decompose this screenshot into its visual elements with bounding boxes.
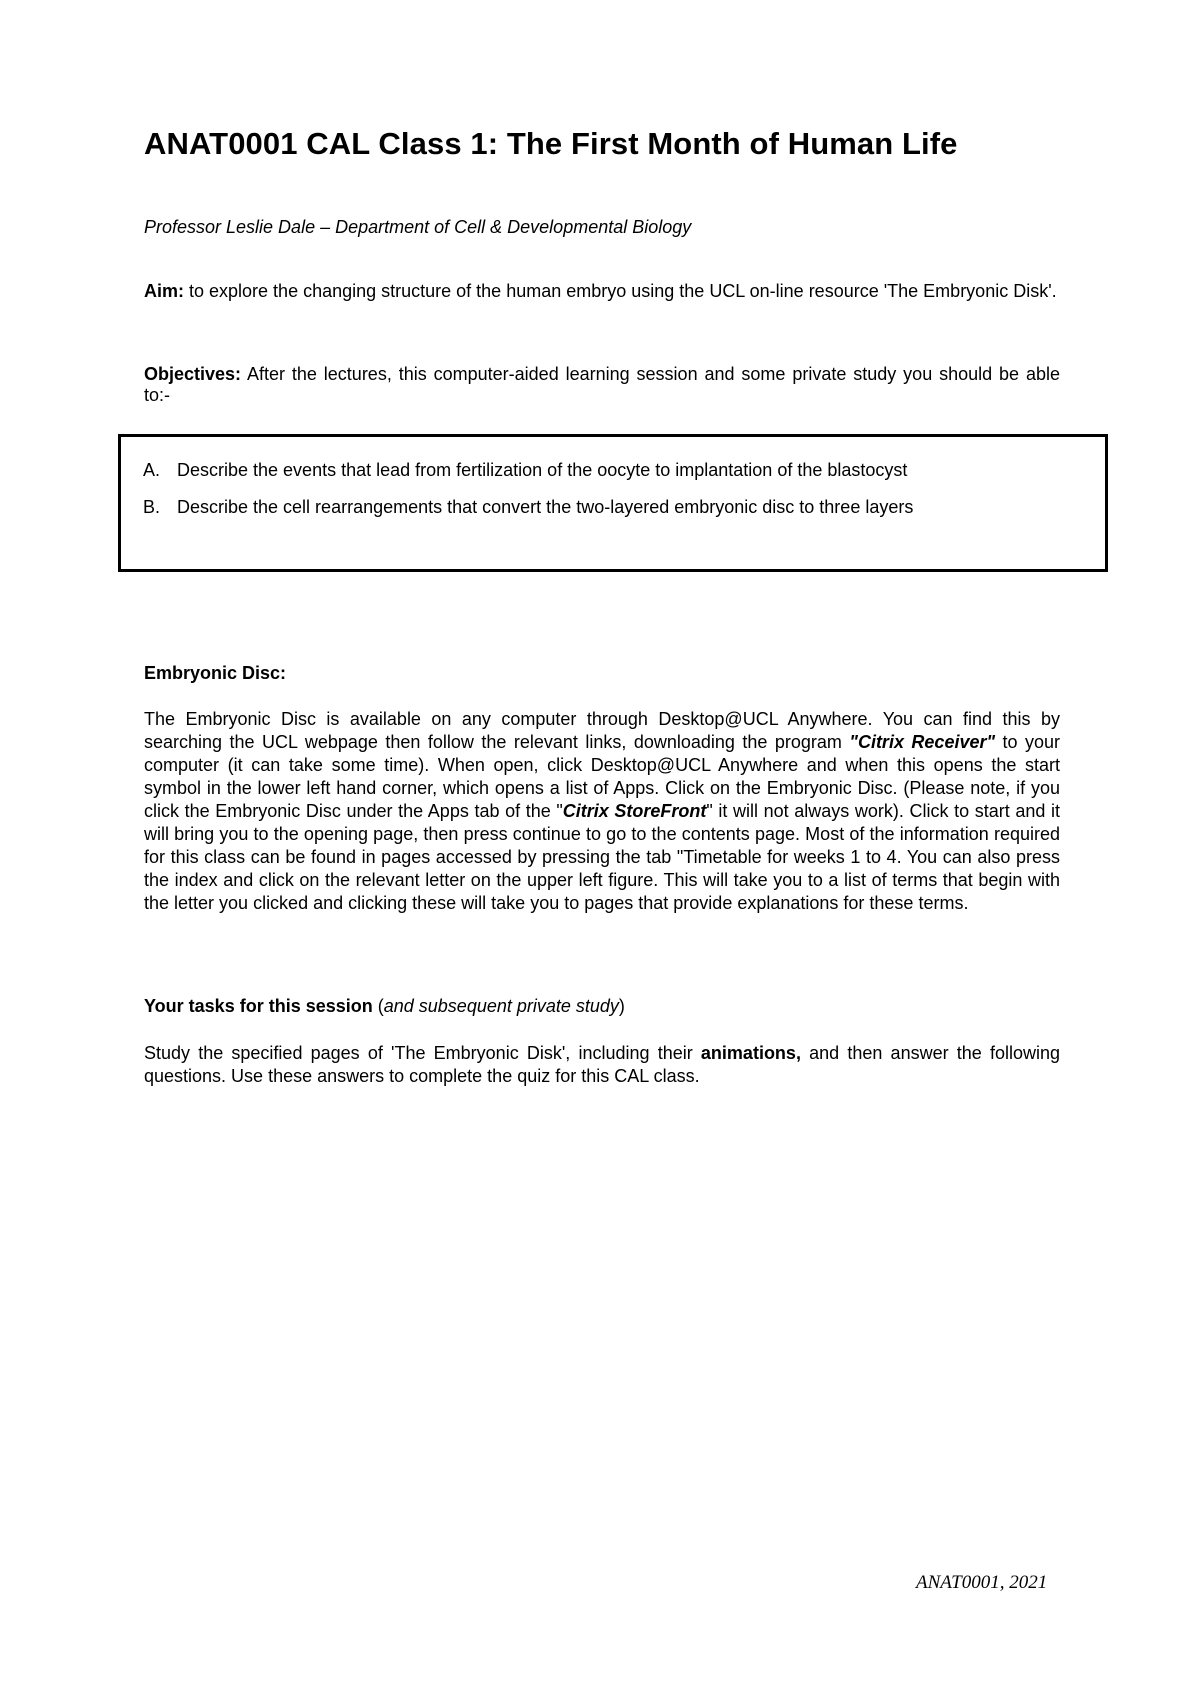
objective-letter: B. xyxy=(143,497,161,517)
objective-item xyxy=(143,496,913,518)
tasks-heading-close: ) xyxy=(618,996,625,1016)
objective-item xyxy=(143,459,913,481)
embryonic-disc-heading: Embryonic Disc: xyxy=(144,663,287,683)
objectives-paragraph xyxy=(144,364,1060,406)
tasks-heading-italic: and subsequent private study xyxy=(383,996,619,1016)
author-line: Professor Leslie Dale – Department of Cell & Developmental Biology xyxy=(144,217,692,237)
tasks-heading-open: ( xyxy=(372,996,384,1016)
embryonic-disc-paragraph xyxy=(144,708,1060,915)
aim-label: Aim: xyxy=(144,281,184,301)
citrix-storefront-term: Citrix StoreFront xyxy=(562,801,707,821)
aim-text: to explore the changing structure of the human embryo using the UCL on-line resource 'The Embryonic Disk'. xyxy=(184,281,1057,301)
tasks-text-2: and then answer the following questions. Use these answers to complete the quiz for this CAL class. xyxy=(144,1043,1060,1086)
tasks-heading-bold: Your tasks for this session xyxy=(144,996,373,1016)
objective-letter: A. xyxy=(143,460,161,480)
citrix-receiver-term: "Citrix Receiver" xyxy=(849,732,996,752)
animations-term: animations, xyxy=(700,1043,801,1063)
objectives-box xyxy=(118,434,1108,572)
objectives-list xyxy=(143,459,913,533)
objectives-text: After the lectures, this computer-aided learning session and some private study you should be able to:- xyxy=(144,364,1060,405)
aim-paragraph xyxy=(144,281,1060,302)
tasks-paragraph xyxy=(144,1042,1060,1088)
tasks-text-1: Study the specified pages of 'The Embryonic Disk', including their xyxy=(144,1043,701,1063)
objective-text: Describe the events that lead from fertilization of the oocyte to implantation of the blastocyst xyxy=(177,460,908,480)
objectives-label: Objectives: xyxy=(144,364,242,384)
page-footer: ANAT0001, 2021 xyxy=(916,1572,1048,1593)
disc-text-3: " it will not always work). Click to start and it will bring you to the opening page, then press continue to go to the contents page. Most of the information required for this class can be found in pages accessed by pressing the tab "Timetable for weeks 1 to 4. You can also press the index and click on the relevant letter on the upper left figure. This will take you to a list of terms that begin with the letter you clicked and clicking these will take you to pages that provide explanations for these terms. xyxy=(144,801,1061,913)
objective-text: Describe the cell rearrangements that convert the two-layered embryonic disc to three layers xyxy=(177,497,914,517)
page-title: ANAT0001 CAL Class 1: The First Month of Human Life xyxy=(144,126,958,161)
tasks-heading xyxy=(144,996,625,1017)
disc-text-2: to your computer (it can take some time). When open, click Desktop@UCL Anywhere and when this opens the start symbol in the lower left hand corner, which opens a list of Apps. Click on the Embryonic Disc. (Please note, if you click the Embryonic Disc under the Apps tab of the " xyxy=(144,732,1061,821)
disc-text-1: The Embryonic Disc is available on any computer through Desktop@UCL Anywhere. You can find this by searching the UCL webpage then follow the relevant links, downloading the program xyxy=(144,709,1060,752)
